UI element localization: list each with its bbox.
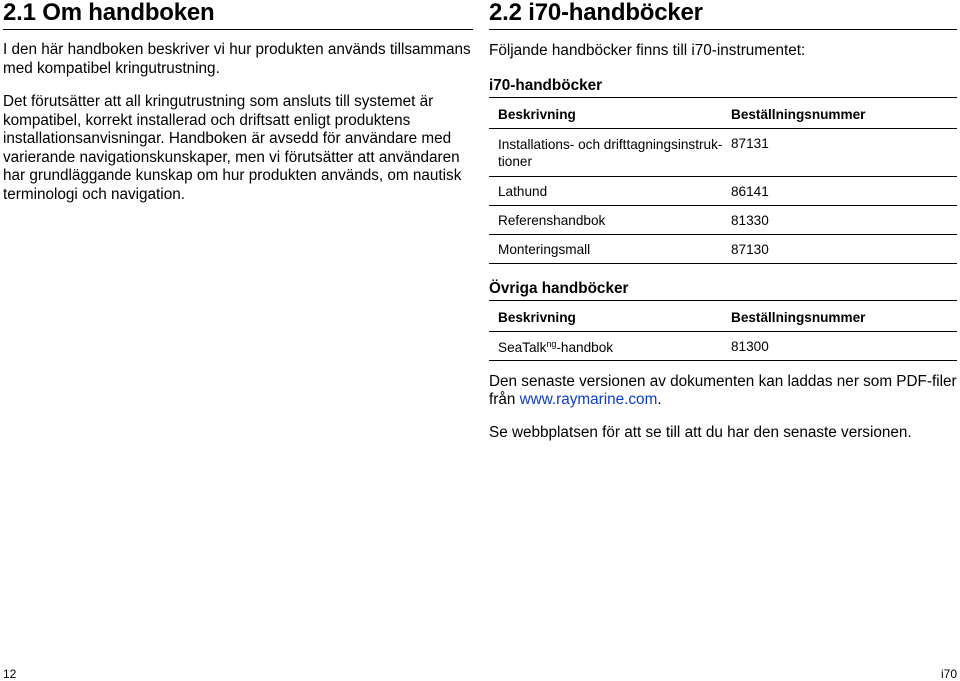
column-header-order-number: Beställningsnummer [731,97,957,128]
table-cell-description: Referenshandbok [489,205,731,234]
table-header-row [489,300,957,331]
product-name: i70 [940,667,957,681]
table-cell-description [489,331,731,360]
section-title-about: 2.1 Om handboken [3,0,215,26]
table-header-row [489,97,957,128]
table-row [489,128,957,176]
table-cell-description: Monteringsmall [489,234,731,263]
seatalk-name: SeaTalk [498,339,547,355]
download-note [489,373,957,410]
table-cell-description [489,128,731,176]
manuals-intro: Följande handböcker finns till i70-instrumentet: [489,42,806,59]
table-cell-order-number: 87130 [731,234,957,263]
title-rule [3,29,473,30]
page-number: 12 [3,667,17,681]
description-line: tioner [498,153,533,169]
table-row [489,176,957,205]
table-row [489,331,957,360]
title-rule [489,29,957,30]
about-paragraph-1: I den här handboken beskriver vi hur produkten används tillsammans med kompatibel kringutrustning. [3,41,471,77]
table-row [489,205,957,234]
section-title-manuals: 2.2 i70-handböcker [489,0,703,26]
seatalk-superscript: ng [546,338,557,349]
table-cell-order-number: 81330 [731,205,957,234]
notes [489,373,957,443]
i70-manuals-table [489,97,957,264]
raymarine-link[interactable]: www.raymarine.com [519,391,658,408]
table-cell-description: Lathund [489,176,731,205]
other-manuals-table [489,300,957,361]
latest-version-note: Se webbplatsen för att se till att du har den senaste versionen. [489,423,912,441]
seatalk-suffix: -handbok [556,339,614,355]
table-cell-order-number: 81300 [731,331,957,360]
table-heading-other: Övriga handböcker [489,279,629,297]
column-header-description: Beskrivning [489,300,731,331]
description-line: Installations- och drifttagningsinstruk- [498,136,723,152]
table-row [489,234,957,263]
column-header-description: Beskrivning [489,97,731,128]
about-paragraph-2: Det förutsätter att all kringutrustning som ansluts till systemet är kompatibel, korrekt installerad och driftsatt enligt produktens installationsanvisningar. Handboken är avsedd för användare med varierande navigationskunskaper, men vi förutsätter att användaren har grundläggande kunskap om hur produkten används, om nautisk terminologi och navigation. [3,93,462,203]
right-column [489,0,957,442]
table-cell-order-number: 87131 [731,128,957,176]
download-note-text: Den senaste versionen av dokumenten kan laddas ner som PDF-filer från [489,372,957,408]
table-heading-i70: i70-handböcker [489,76,603,94]
table-cell-order-number: 86141 [731,176,957,205]
download-note-end: . [657,391,662,408]
column-header-order-number: Beställningsnummer [731,300,957,331]
left-column [3,0,473,204]
